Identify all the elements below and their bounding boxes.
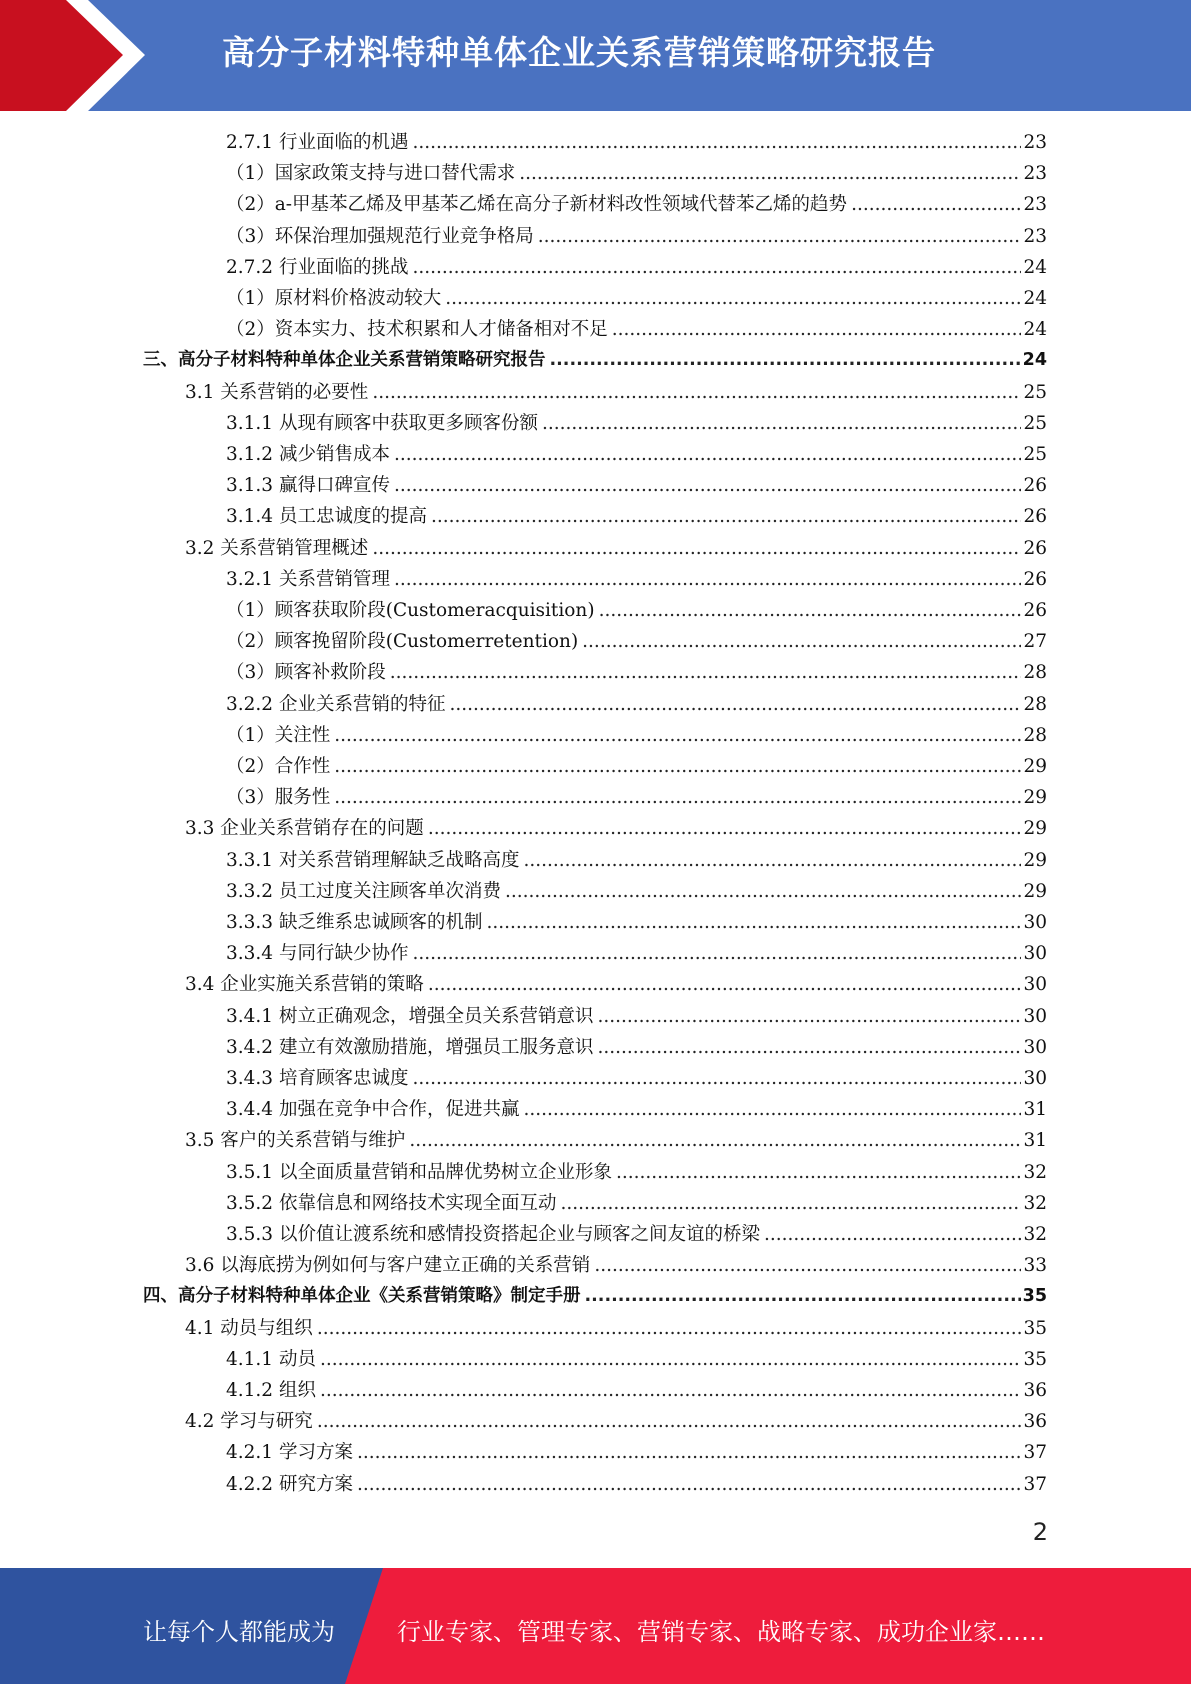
toc-entry-page: 25 xyxy=(1023,381,1047,403)
toc-entry[interactable] xyxy=(226,938,1047,969)
toc-entry-page: 35 xyxy=(1023,1317,1047,1339)
toc-entry-label: 3.3.2 员工过度关注顾客单次消费 xyxy=(226,880,501,902)
toc-entry-page: 29 xyxy=(1023,756,1047,777)
toc-leader-dots xyxy=(599,595,1022,626)
toc-entry-label: 4.2.2 研究方案 xyxy=(226,1473,353,1495)
toc-leader-dots xyxy=(449,689,1021,720)
toc-entry-label: 四、高分子材料特种单体企业《关系营销策略》制定手册 xyxy=(143,1286,581,1307)
toc-leader-dots xyxy=(582,626,1021,657)
toc-entry-label: （2）顾客挽留阶段(Customerretention) xyxy=(226,631,579,653)
toc-leader-dots xyxy=(428,969,1022,1000)
toc-entry-page: 23 xyxy=(1023,225,1047,247)
toc-entry-page: 29 xyxy=(1023,880,1047,902)
toc-entry[interactable] xyxy=(226,1219,1047,1250)
toc-entry-page: 30 xyxy=(1023,943,1047,965)
toc-entry[interactable] xyxy=(226,470,1047,501)
page-header xyxy=(0,0,1191,111)
toc-entry-label: 3.5.3 以价值让渡系统和感情投资搭起企业与顾客之间友谊的桥梁 xyxy=(226,1224,760,1245)
toc-entry-page: 36 xyxy=(1023,1411,1047,1433)
toc-entry[interactable] xyxy=(226,845,1047,876)
toc-entry-label: （1）原材料价格波动较大 xyxy=(226,288,442,309)
toc-entry-label: 3.6 以海底捞为例如何与客户建立正确的关系营销 xyxy=(185,1255,591,1277)
toc-entry[interactable] xyxy=(226,876,1047,907)
toc-leader-dots xyxy=(486,907,1021,938)
toc-entry-page: 24 xyxy=(1023,319,1047,341)
toc-entry[interactable] xyxy=(226,564,1047,595)
toc-leader-dots xyxy=(412,127,1021,158)
toc-leader-dots xyxy=(542,408,1021,439)
toc-entry-page: 26 xyxy=(1023,475,1047,497)
toc-leader-dots xyxy=(538,221,1022,252)
toc-entry[interactable] xyxy=(226,439,1047,470)
toc-entry-page: 33 xyxy=(1023,1255,1047,1277)
toc-entry-label: 4.2 学习与研究 xyxy=(185,1411,313,1433)
toc-entry[interactable] xyxy=(226,782,1047,813)
toc-leader-dots xyxy=(394,470,1021,501)
toc-entry[interactable] xyxy=(143,345,1047,376)
toc-entry[interactable] xyxy=(226,408,1047,439)
toc-leader-dots xyxy=(390,657,1022,688)
toc-entry[interactable] xyxy=(185,533,1047,564)
toc-entry-label: 3.4.3 培育顾客忠诚度 xyxy=(226,1068,409,1089)
toc-entry-label: 3.4.4 加强在竞争中合作，促进共赢 xyxy=(226,1099,520,1121)
toc-leader-dots xyxy=(317,1313,1022,1344)
toc-leader-dots xyxy=(764,1219,1021,1250)
toc-entry[interactable] xyxy=(226,283,1047,314)
toc-entry-label: （1）顾客获取阶段(Customeracquisition) xyxy=(226,600,595,621)
toc-entry-page: 25 xyxy=(1023,444,1047,465)
toc-entry-label: 3.3 企业关系营销存在的问题 xyxy=(185,818,424,840)
toc-leader-dots xyxy=(519,158,1021,189)
toc-entry-label: 3.3.4 与同行缺少协作 xyxy=(226,943,409,965)
toc-entry-label: （2）资本实力、技术积累和人才储备相对不足 xyxy=(226,319,608,341)
toc-entry-label: 3.2.2 企业关系营销的特征 xyxy=(226,693,446,715)
toc-entry[interactable] xyxy=(226,1188,1047,1219)
toc-entry-page: 37 xyxy=(1023,1442,1047,1464)
toc-entry-page: 29 xyxy=(1023,787,1047,809)
toc-entry-page: 35 xyxy=(1022,1286,1047,1307)
toc-leader-dots xyxy=(412,1063,1021,1094)
footer-slogan-left: 让每个人都能成为 xyxy=(143,1618,335,1646)
toc-leader-dots xyxy=(597,1032,1021,1063)
toc-leader-dots xyxy=(357,1437,1022,1468)
toc-entry-label: 3.5.1 以全面质量营销和品牌优势树立企业形象 xyxy=(226,1161,612,1183)
toc-entry[interactable] xyxy=(226,501,1047,532)
toc-entry[interactable] xyxy=(185,1125,1047,1156)
toc-entry-page: 24 xyxy=(1023,288,1047,309)
toc-entry-label: （1）国家政策支持与进口替代需求 xyxy=(226,163,516,185)
toc-leader-dots xyxy=(334,782,1021,813)
toc-leader-dots xyxy=(317,1406,1022,1437)
toc-entry-page: 26 xyxy=(1023,506,1047,528)
toc-entry-page: 27 xyxy=(1023,631,1047,653)
toc-leader-dots xyxy=(431,501,1021,532)
toc-entry-label: 3.4.2 建立有效激励措施，增强员工服务意识 xyxy=(226,1036,594,1058)
toc-entry-label: 4.2.1 学习方案 xyxy=(226,1442,353,1464)
toc-entry-page: 26 xyxy=(1023,568,1047,590)
toc-entry-page: 30 xyxy=(1023,1068,1047,1089)
toc-entry[interactable] xyxy=(185,969,1047,1000)
toc-leader-dots xyxy=(523,1094,1021,1125)
toc-entry[interactable] xyxy=(226,1001,1047,1032)
toc-leader-dots xyxy=(320,1344,1022,1375)
toc-entry[interactable] xyxy=(226,1344,1047,1375)
toc-entry-label: 3.4 企业实施关系营销的策略 xyxy=(185,974,424,996)
toc-entry-page: 28 xyxy=(1023,693,1047,715)
toc-leader-dots xyxy=(612,314,1022,345)
toc-entry-page: 29 xyxy=(1023,849,1047,871)
toc-entry-page: 28 xyxy=(1023,724,1047,746)
toc-entry-page: 29 xyxy=(1023,818,1047,840)
toc-entry-label: 4.1 动员与组织 xyxy=(185,1317,313,1339)
toc-entry-label: 3.3.3 缺乏维系忠诚顾客的机制 xyxy=(226,912,483,933)
toc-entry[interactable] xyxy=(226,314,1047,345)
toc-entry-label: 3.5.2 依靠信息和网络技术实现全面互动 xyxy=(226,1192,557,1214)
toc-entry[interactable] xyxy=(226,1094,1047,1125)
toc-entry-label: 3.1.2 减少销售成本 xyxy=(226,444,390,465)
toc-entry-page: 25 xyxy=(1023,412,1047,434)
toc-entry-label: 3.1.1 从现有顾客中获取更多顾客份额 xyxy=(226,412,538,434)
toc-entry-page: 23 xyxy=(1023,132,1047,153)
toc-entry[interactable] xyxy=(226,907,1047,938)
toc-entry-label: （3）顾客补救阶段 xyxy=(226,662,386,684)
toc-entry-page: 35 xyxy=(1023,1348,1047,1370)
toc-entry[interactable] xyxy=(226,595,1047,626)
toc-entry-label: （3）服务性 xyxy=(226,787,331,809)
toc-leader-dots xyxy=(550,345,1021,376)
toc-leader-dots xyxy=(523,845,1021,876)
toc-entry-label: 3.1.3 赢得口碑宣传 xyxy=(226,475,390,497)
toc-entry-page: 30 xyxy=(1023,912,1047,933)
toc-leader-dots xyxy=(594,1250,1021,1281)
toc-entry-page: 30 xyxy=(1023,974,1047,996)
page-number: 2 xyxy=(1032,1518,1048,1546)
toc-entry-label: 3.1.4 员工忠诚度的提高 xyxy=(226,506,427,528)
toc-entry-label: 2.7.1 行业面临的机遇 xyxy=(226,132,409,153)
toc-entry[interactable] xyxy=(226,221,1047,252)
toc-entry[interactable] xyxy=(226,252,1047,283)
toc-entry-label: 4.1.2 组织 xyxy=(226,1380,316,1401)
toc-entry-label: 三、高分子材料特种单体企业关系营销策略研究报告 xyxy=(143,350,546,371)
toc-entry-page: 31 xyxy=(1023,1130,1047,1152)
toc-leader-dots xyxy=(334,720,1021,751)
toc-entry[interactable] xyxy=(185,1250,1047,1281)
toc-leader-dots xyxy=(409,1125,1021,1156)
toc-entry-page: 36 xyxy=(1023,1380,1047,1401)
toc-leader-dots xyxy=(412,938,1021,969)
toc-leader-dots xyxy=(412,252,1021,283)
toc-leader-dots xyxy=(585,1281,1021,1312)
toc-leader-dots xyxy=(394,564,1021,595)
toc-entry-page: 30 xyxy=(1023,1036,1047,1058)
toc-entry-label: 2.7.2 行业面临的挑战 xyxy=(226,256,409,278)
toc-entry-label: 3.2.1 关系营销管理 xyxy=(226,568,390,590)
toc-entry-page: 32 xyxy=(1023,1192,1047,1214)
toc-entry[interactable] xyxy=(226,189,1047,220)
toc-leader-dots xyxy=(505,876,1021,907)
toc-entry[interactable] xyxy=(226,689,1047,720)
toc-entry-page: 30 xyxy=(1023,1005,1047,1027)
toc-entry-page: 26 xyxy=(1023,600,1047,621)
toc-leader-dots xyxy=(372,533,1021,564)
toc-entry[interactable] xyxy=(226,1375,1047,1406)
toc-entry[interactable] xyxy=(226,720,1047,751)
header-arrow-icon xyxy=(0,0,145,111)
toc-entry-label: 3.2 关系营销管理概述 xyxy=(185,537,369,559)
toc-entry[interactable] xyxy=(226,1469,1047,1500)
toc-leader-dots xyxy=(372,377,1021,408)
toc-entry[interactable] xyxy=(143,1281,1047,1312)
toc-entry[interactable] xyxy=(185,377,1047,408)
toc-entry-label: 3.1 关系营销的必要性 xyxy=(185,381,369,403)
toc-entry[interactable] xyxy=(185,1313,1047,1344)
toc-leader-dots xyxy=(597,1001,1021,1032)
toc-entry[interactable] xyxy=(226,127,1047,158)
toc-entry-page: 24 xyxy=(1022,350,1047,371)
toc-leader-dots xyxy=(445,283,1021,314)
toc-entry-page: 32 xyxy=(1023,1161,1047,1183)
footer-slogan-right: 行业专家、管理专家、营销专家、战略专家、成功企业家…… xyxy=(397,1618,1045,1646)
toc-leader-dots xyxy=(851,189,1021,220)
toc-leader-dots xyxy=(428,813,1022,844)
toc-entry-label: 3.4.1 树立正确观念，增强全员关系营销意识 xyxy=(226,1005,594,1027)
toc-entry[interactable] xyxy=(226,1063,1047,1094)
toc-entry-page: 26 xyxy=(1023,537,1047,559)
toc-entry[interactable] xyxy=(226,1437,1047,1468)
toc-entry-label: （3）环保治理加强规范行业竞争格局 xyxy=(226,225,534,247)
toc-entry-page: 28 xyxy=(1023,662,1047,684)
toc-leader-dots xyxy=(394,439,1021,470)
toc-entry[interactable] xyxy=(226,1032,1047,1063)
toc-entry-page: 24 xyxy=(1023,256,1047,278)
toc-entry[interactable] xyxy=(226,1157,1047,1188)
toc-entry-page: 37 xyxy=(1023,1473,1047,1495)
toc-entry-page: 23 xyxy=(1023,194,1047,216)
toc-entry[interactable] xyxy=(226,751,1047,782)
toc-entry[interactable] xyxy=(226,158,1047,189)
toc-entry-label: 3.3.1 对关系营销理解缺乏战略高度 xyxy=(226,849,520,871)
header-title: 高分子材料特种单体企业关系营销策略研究报告 xyxy=(222,33,936,72)
toc-leader-dots xyxy=(334,751,1021,782)
toc-entry-label: 3.5 客户的关系营销与维护 xyxy=(185,1130,406,1152)
toc-entry-label: 4.1.1 动员 xyxy=(226,1348,316,1370)
toc-entry-label: （1）关注性 xyxy=(226,724,331,746)
toc-entry[interactable] xyxy=(226,657,1047,688)
toc-leader-dots xyxy=(560,1188,1021,1219)
toc-leader-dots xyxy=(357,1469,1022,1500)
toc-entry-label: （2）a-甲基苯乙烯及甲基苯乙烯在高分子新材料改性领域代替苯乙烯的趋势 xyxy=(226,194,848,216)
toc-leader-dots xyxy=(616,1157,1021,1188)
toc-leader-dots xyxy=(320,1375,1022,1406)
toc-entry[interactable] xyxy=(185,1406,1047,1437)
page-footer xyxy=(0,1568,1191,1684)
toc-entry[interactable] xyxy=(226,626,1047,657)
toc-entry-page: 23 xyxy=(1023,163,1047,185)
toc-entry-page: 32 xyxy=(1023,1224,1047,1245)
toc-entry-label: （2）合作性 xyxy=(226,756,331,777)
toc-entry[interactable] xyxy=(185,813,1047,844)
toc-entry-page: 31 xyxy=(1023,1099,1047,1121)
